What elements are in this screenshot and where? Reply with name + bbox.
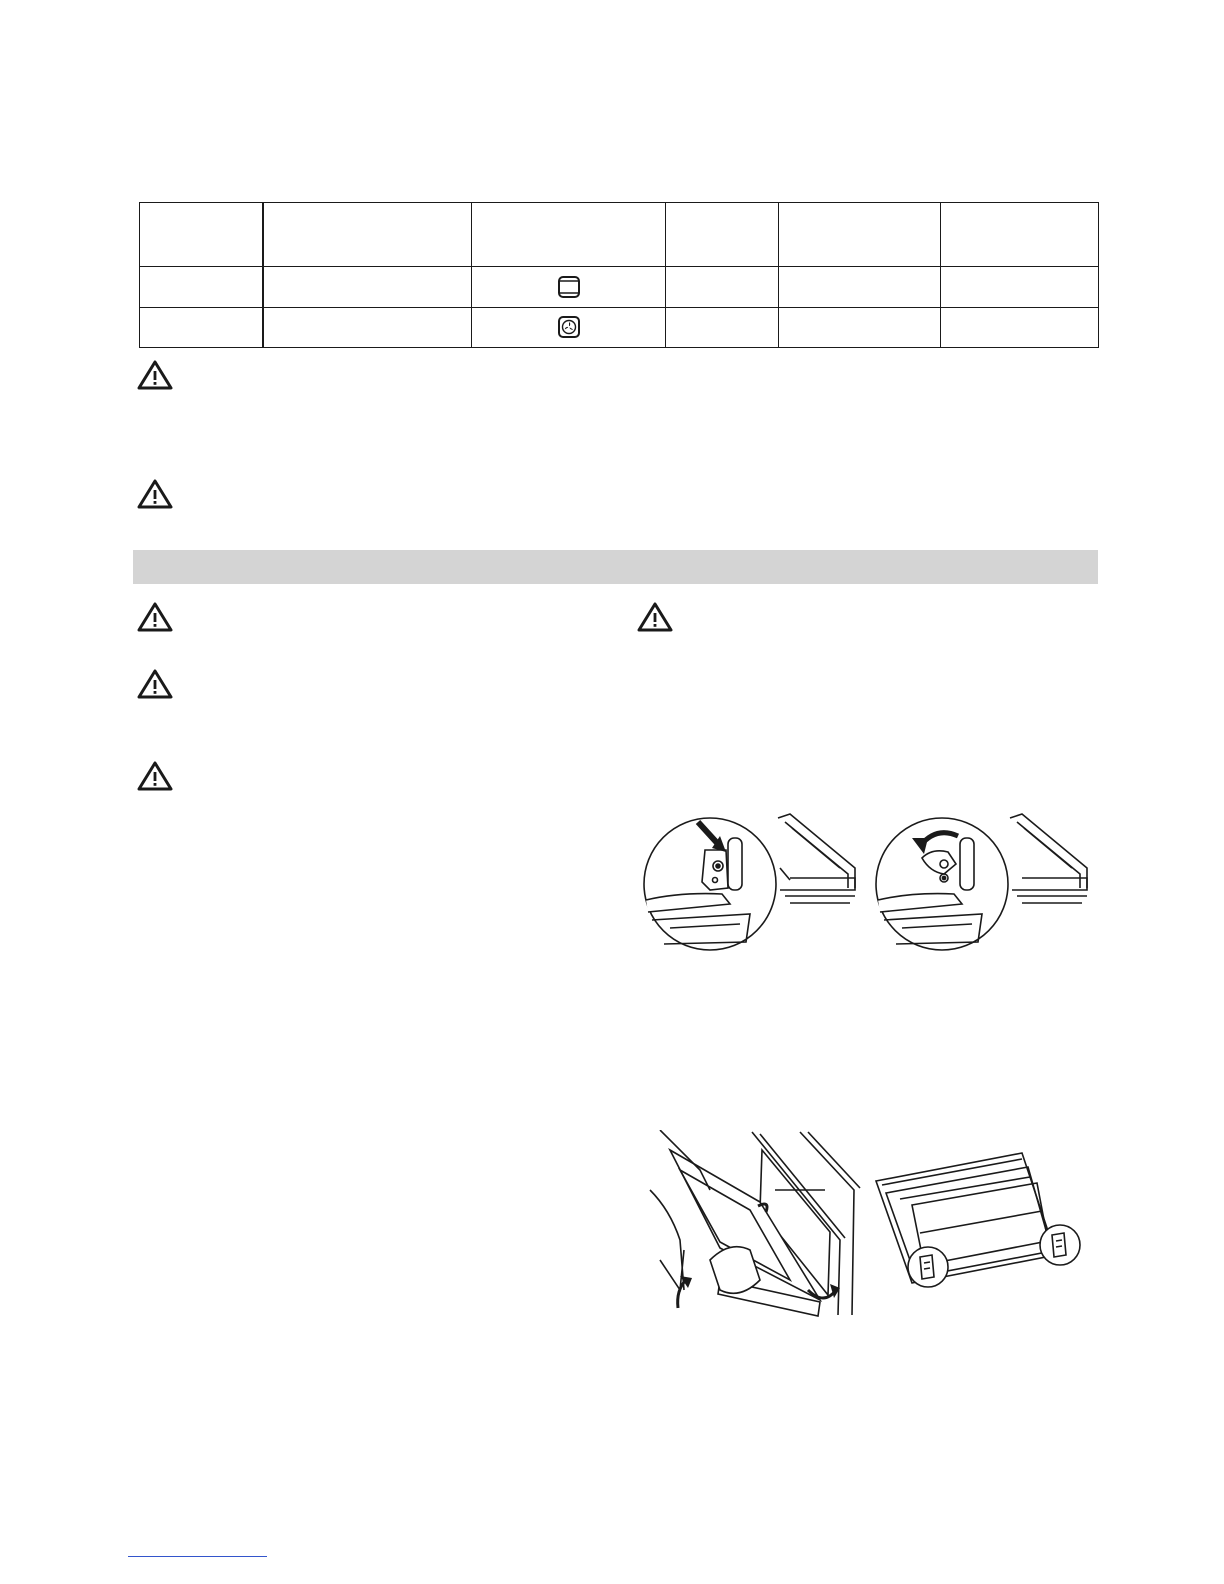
table-cell [941, 267, 1099, 307]
table-cell [263, 267, 472, 307]
warning-triangle-icon [137, 359, 173, 391]
table-cell [140, 267, 263, 307]
table-cell [263, 203, 472, 267]
door-lift-remove-illustration [640, 1130, 865, 1320]
table-cell [472, 307, 666, 347]
table-cell [472, 267, 666, 307]
table-cell [263, 307, 472, 347]
table-cell [140, 203, 263, 267]
fan-heating-icon [557, 315, 581, 339]
door-hinge-lever-press-illustration [640, 808, 860, 963]
warning-triangle-icon [137, 478, 173, 510]
table-cell [472, 203, 666, 267]
table-cell [666, 267, 779, 307]
table-cell [779, 267, 941, 307]
table-cell [941, 203, 1099, 267]
conventional-heating-icon [557, 275, 581, 299]
warning-triangle-icon [637, 601, 673, 633]
section-header-band [133, 550, 1098, 584]
table-cell [140, 307, 263, 347]
warning-triangle-icon [137, 601, 173, 633]
door-glass-panel-clips-illustration [872, 1145, 1092, 1305]
footer-link-underline[interactable] [128, 1556, 267, 1557]
table-cell [666, 203, 779, 267]
table-cell [779, 307, 941, 347]
door-hinge-lever-rotate-illustration [872, 808, 1092, 963]
settings-table [139, 202, 1099, 348]
table-cell [666, 307, 779, 347]
table-cell [941, 307, 1099, 347]
table-row [140, 307, 1099, 347]
warning-triangle-icon [137, 668, 173, 700]
table-header-row [140, 203, 1099, 267]
warning-triangle-icon [137, 760, 173, 792]
table-cell [779, 203, 941, 267]
table-row [140, 267, 1099, 307]
